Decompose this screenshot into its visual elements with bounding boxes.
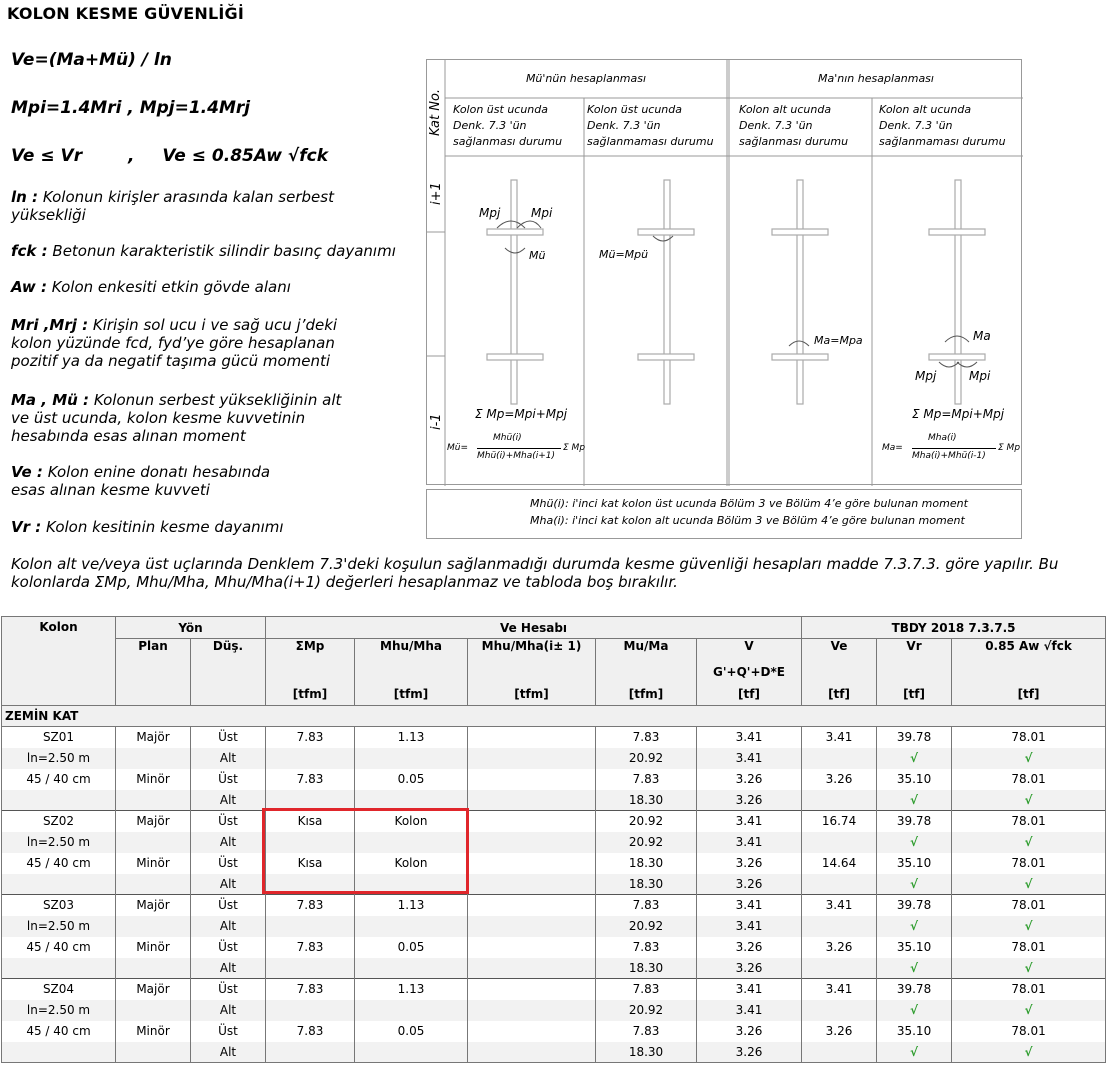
cell-mhu-mha bbox=[355, 1000, 468, 1021]
def-vr-symbol: Vr : bbox=[11, 518, 42, 536]
cell-aw: 78.01 bbox=[952, 979, 1106, 1000]
table-row bbox=[2, 874, 1106, 895]
table-row bbox=[2, 727, 1106, 748]
cell-vr: √ bbox=[877, 832, 952, 853]
header-tbdy: TBDY 2018 7.3.7.5 bbox=[802, 617, 1106, 639]
cell-v: 3.41 bbox=[697, 979, 802, 1000]
def-vr bbox=[11, 518, 411, 536]
header-vr: Vr bbox=[877, 639, 952, 661]
cell-mu-ma: 7.83 bbox=[596, 1021, 697, 1042]
label-mpj-2: Mpj bbox=[915, 369, 937, 383]
cell-plan bbox=[116, 916, 191, 937]
cell-plan: Majör bbox=[116, 979, 191, 1000]
cell-smp: 7.83 bbox=[266, 937, 355, 958]
shear-safety-table bbox=[1, 616, 1106, 1063]
cell-vr: 39.78 bbox=[877, 979, 952, 1000]
cell-aw: √ bbox=[952, 958, 1106, 979]
cell-smp: Kısa bbox=[266, 811, 355, 832]
cell-v: 3.26 bbox=[697, 874, 802, 895]
cell-dus: Üst bbox=[191, 937, 266, 958]
label-mpi: Mpi bbox=[531, 206, 553, 220]
cell-plan bbox=[116, 790, 191, 811]
cell-plan: Minör bbox=[116, 853, 191, 874]
unit-ve: [tf] bbox=[802, 683, 877, 706]
cell-aw: 78.01 bbox=[952, 727, 1106, 748]
cell-v: 3.41 bbox=[697, 895, 802, 916]
page-title: KOLON KESME GÜVENLİĞİ bbox=[7, 4, 245, 23]
cell-ve bbox=[802, 1042, 877, 1063]
def-aw-text: Kolon enkesiti etkin gövde alanı bbox=[51, 278, 291, 296]
cell-mhu-mha: 1.13 bbox=[355, 727, 468, 748]
cell-kolon: SZ03 bbox=[2, 895, 116, 916]
cell-mu-ma: 20.92 bbox=[596, 811, 697, 832]
def-aw-symbol: Aw : bbox=[11, 278, 48, 296]
cell-vr: √ bbox=[877, 916, 952, 937]
header-yon: Yön bbox=[116, 617, 266, 639]
cell-aw: 78.01 bbox=[952, 937, 1106, 958]
legend-row-mhu: Mhü(i): i'inci kat kolon üst ucunda Bölüm 3 ve Bölüm 4’e göre bulunan moment bbox=[530, 497, 968, 510]
cell-mhu-mha: Kolon bbox=[355, 811, 468, 832]
cell-mhu-mha: Kolon bbox=[355, 853, 468, 874]
label-mu-eq: Mü=Mpü bbox=[599, 248, 649, 261]
header-mu-ma: Mu/Ma bbox=[596, 639, 697, 661]
cell-mu-ma: 18.30 bbox=[596, 790, 697, 811]
cell-plan bbox=[116, 958, 191, 979]
unit-aw: [tf] bbox=[952, 683, 1106, 706]
label-mu: Mü bbox=[529, 249, 546, 262]
cell-kolon bbox=[2, 790, 116, 811]
table-row bbox=[2, 790, 1106, 811]
cell-mu-ma: 18.30 bbox=[596, 874, 697, 895]
cell-kolon: 45 / 40 cm bbox=[2, 853, 116, 874]
cell-vr: 35.10 bbox=[877, 853, 952, 874]
table-row bbox=[2, 916, 1106, 937]
cell-aw: √ bbox=[952, 874, 1106, 895]
diagram-legend bbox=[426, 489, 1022, 539]
cell-smp bbox=[266, 1000, 355, 1021]
def-aw bbox=[11, 278, 411, 296]
def-ma bbox=[11, 391, 356, 445]
sum-mp-2: Σ Mp=Mpi+Mpj bbox=[912, 407, 1005, 421]
cell-ve: 3.41 bbox=[802, 727, 877, 748]
cell-mu-ma: 7.83 bbox=[596, 769, 697, 790]
cell-mhu-mha-i1 bbox=[468, 937, 596, 958]
cell-smp bbox=[266, 958, 355, 979]
cell-smp bbox=[266, 790, 355, 811]
label-mpj: Mpj bbox=[479, 206, 501, 220]
cell-v: 3.26 bbox=[697, 1021, 802, 1042]
mu-header: Mü'nün hesaplanması bbox=[525, 72, 647, 85]
cell-smp: Kısa bbox=[266, 853, 355, 874]
cell-aw: √ bbox=[952, 790, 1106, 811]
def-fck bbox=[11, 242, 411, 260]
cell-mu-ma: 18.30 bbox=[596, 853, 697, 874]
table-row bbox=[2, 832, 1106, 853]
table-row bbox=[2, 748, 1106, 769]
cell-dus: Alt bbox=[191, 832, 266, 853]
cell-smp: 7.83 bbox=[266, 979, 355, 1000]
unit-v: [tf] bbox=[697, 683, 802, 706]
cell-kolon: 45 / 40 cm bbox=[2, 1021, 116, 1042]
def-mr-text: Kirişin sol ucu i ve sağ ucu j’deki kolon yüzünde fcd, fyd’ye göre hesaplanan pozitif ya da negatif taşıma gücü momenti bbox=[11, 316, 338, 370]
cell-v: 3.26 bbox=[697, 958, 802, 979]
cell-dus: Üst bbox=[191, 727, 266, 748]
cell-mu-ma: 18.30 bbox=[596, 1042, 697, 1063]
cell-mhu-mha-i1 bbox=[468, 1042, 596, 1063]
cell-mhu-mha-i1 bbox=[468, 1000, 596, 1021]
cell-smp: 7.83 bbox=[266, 1021, 355, 1042]
cell-mhu-mha-i1 bbox=[468, 958, 596, 979]
cell-ve: 3.26 bbox=[802, 1021, 877, 1042]
cell-vr: 35.10 bbox=[877, 1021, 952, 1042]
cell-smp: 7.83 bbox=[266, 727, 355, 748]
formula-ve-le-vr: Ve ≤ Vr bbox=[11, 146, 83, 166]
cell-kolon: SZ04 bbox=[2, 979, 116, 1000]
cell-mhu-mha-i1 bbox=[468, 874, 596, 895]
def-mr bbox=[11, 316, 356, 370]
header-v: V bbox=[697, 639, 802, 661]
cell-mhu-mha bbox=[355, 916, 468, 937]
cell-plan bbox=[116, 748, 191, 769]
unit-vr: [tf] bbox=[877, 683, 952, 706]
table-row bbox=[2, 937, 1106, 958]
cell-mu-ma: 20.92 bbox=[596, 916, 697, 937]
cell-smp bbox=[266, 916, 355, 937]
formula-ve-le-aw: Ve ≤ 0.85Aw √fck bbox=[162, 146, 328, 166]
ma-header: Ma'nın hesaplanması bbox=[818, 72, 934, 85]
cell-v: 3.41 bbox=[697, 832, 802, 853]
def-ma-text: Kolonun serbest yüksekliğinin alt ve üst ucunda, kolon kesme kuvvetinin hesabında esas alınan moment bbox=[11, 391, 342, 445]
cell-ve bbox=[802, 916, 877, 937]
cell-ve: 14.64 bbox=[802, 853, 877, 874]
cell-smp bbox=[266, 1042, 355, 1063]
cell-mhu-mha-i1 bbox=[468, 853, 596, 874]
cell-v: 3.41 bbox=[697, 1000, 802, 1021]
sum-mp-1: Σ Mp=Mpi+Mpj bbox=[475, 407, 568, 421]
table-row bbox=[2, 958, 1106, 979]
cell-mhu-mha-i1 bbox=[468, 748, 596, 769]
cell-mhu-mha: 0.05 bbox=[355, 769, 468, 790]
cell-vr: 39.78 bbox=[877, 727, 952, 748]
cell-aw: √ bbox=[952, 1000, 1106, 1021]
cell-plan: Majör bbox=[116, 895, 191, 916]
unit-muma: [tfm] bbox=[596, 683, 697, 706]
cell-dus: Alt bbox=[191, 1000, 266, 1021]
cell-kolon bbox=[2, 958, 116, 979]
cell-smp bbox=[266, 874, 355, 895]
cell-mhu-mha: 1.13 bbox=[355, 895, 468, 916]
cell-mu-ma: 20.92 bbox=[596, 832, 697, 853]
cell-mu-ma: 20.92 bbox=[596, 748, 697, 769]
cell-kolon: SZ01 bbox=[2, 727, 116, 748]
cell-mhu-mha-i1 bbox=[468, 916, 596, 937]
cell-aw: 78.01 bbox=[952, 811, 1106, 832]
cell-kolon: 45 / 40 cm bbox=[2, 769, 116, 790]
def-ln-text: Kolonun kirişler arasında kalan serbest yüksekliği bbox=[11, 188, 334, 224]
cell-aw: 78.01 bbox=[952, 1021, 1106, 1042]
cell-ve bbox=[802, 874, 877, 895]
cell-aw: √ bbox=[952, 1042, 1106, 1063]
header-mhu-mha: Mhu/Mha bbox=[355, 639, 468, 661]
table-row bbox=[2, 979, 1106, 1000]
cell-mhu-mha: 1.13 bbox=[355, 979, 468, 1000]
legend-row-mha: Mha(i): i'inci kat kolon alt ucunda Bölüm 3 ve Bölüm 4’e göre bulunan moment bbox=[530, 514, 965, 527]
cell-mu-ma: 7.83 bbox=[596, 727, 697, 748]
cell-plan: Minör bbox=[116, 1021, 191, 1042]
table-row bbox=[2, 1021, 1106, 1042]
cell-ve: 3.26 bbox=[802, 769, 877, 790]
cell-mhu-mha-i1 bbox=[468, 727, 596, 748]
cell-dus: Üst bbox=[191, 769, 266, 790]
header-smp: ΣMp bbox=[266, 639, 355, 661]
def-ve-symbol: Ve : bbox=[11, 463, 43, 481]
col4-header: Kolon alt ucunda Denk. 7.3 'ün sağlanmaması durumu bbox=[879, 103, 1006, 148]
cell-kolon bbox=[2, 874, 116, 895]
unit-mhu1: [tfm] bbox=[468, 683, 596, 706]
cell-vr: √ bbox=[877, 1042, 952, 1063]
def-ln bbox=[11, 188, 411, 224]
cell-aw: 78.01 bbox=[952, 853, 1106, 874]
section-zemin-kat: ZEMİN KAT bbox=[2, 706, 1106, 727]
cell-smp: 7.83 bbox=[266, 895, 355, 916]
cell-mhu-mha bbox=[355, 832, 468, 853]
cell-v: 3.41 bbox=[697, 748, 802, 769]
cell-mu-ma: 7.83 bbox=[596, 937, 697, 958]
cell-kolon bbox=[2, 1042, 116, 1063]
header-dus: Düş. bbox=[191, 639, 266, 661]
cell-mu-ma: 7.83 bbox=[596, 979, 697, 1000]
cell-aw: 78.01 bbox=[952, 895, 1106, 916]
cell-v: 3.26 bbox=[697, 769, 802, 790]
cell-ve bbox=[802, 1000, 877, 1021]
table-row bbox=[2, 1000, 1106, 1021]
cell-v: 3.26 bbox=[697, 790, 802, 811]
cell-mu-ma: 18.30 bbox=[596, 958, 697, 979]
cell-kolon: SZ02 bbox=[2, 811, 116, 832]
cell-mhu-mha bbox=[355, 958, 468, 979]
cell-smp: 7.83 bbox=[266, 769, 355, 790]
formula-ve: Ve=(Ma+Mü) / ln bbox=[11, 50, 172, 70]
cell-mhu-mha bbox=[355, 874, 468, 895]
moment-diagram: Kat No. i+1 i-1 Mü'nün hesaplanması Ma'nın hesaplanması Kolon üst ucunda Denk. 7.3 'ün sağlanması durumu Kolon üst ucunda Denk. 7.3 'ün sağlanmaması durumu Kolon alt ucunda Denk. 7.3 'ün sağlanması durumu Kolon alt ucunda Denk. 7.3 'ün sağlanmaması durumu Mpj Mpi Mü Mü=Mpü Ma=Mpa Ma Mpj Mpi Σ Mp=Mpi+Mpj Σ Mp=Mpi+Mpj Mü= Mhü(i) Mhü(i)+Mha(i+1) Σ Mp Ma= Mha(i) Mha(i)+Mhü(i-1) Σ Mp bbox=[426, 59, 1022, 485]
cell-vr: 39.78 bbox=[877, 895, 952, 916]
header-ve: Ve bbox=[802, 639, 877, 661]
table-row bbox=[2, 811, 1106, 832]
cell-dus: Üst bbox=[191, 853, 266, 874]
cell-vr: √ bbox=[877, 748, 952, 769]
cell-vr: √ bbox=[877, 790, 952, 811]
def-fck-symbol: fck : bbox=[11, 242, 48, 260]
cell-kolon: ln=2.50 m bbox=[2, 832, 116, 853]
cell-plan bbox=[116, 874, 191, 895]
def-ma-symbol: Ma , Mü : bbox=[11, 391, 90, 409]
cell-mhu-mha-i1 bbox=[468, 895, 596, 916]
cell-ve bbox=[802, 748, 877, 769]
cell-ve: 16.74 bbox=[802, 811, 877, 832]
cell-mhu-mha bbox=[355, 790, 468, 811]
col3-header: Kolon alt ucunda Denk. 7.3 'ün sağlanması durumu bbox=[739, 103, 849, 148]
header-ve-hesabi: Ve Hesabı bbox=[266, 617, 802, 639]
cell-dus: Alt bbox=[191, 916, 266, 937]
cell-mhu-mha-i1 bbox=[468, 790, 596, 811]
cell-dus: Üst bbox=[191, 1021, 266, 1042]
cell-plan: Majör bbox=[116, 811, 191, 832]
cell-plan: Majör bbox=[116, 727, 191, 748]
unit-smp: [tfm] bbox=[266, 683, 355, 706]
col1-header: Kolon üst ucunda Denk. 7.3 'ün sağlanması durumu bbox=[453, 103, 563, 148]
header-v-combo: G'+Q'+D*E bbox=[697, 661, 802, 683]
table-row bbox=[2, 769, 1106, 790]
cell-mhu-mha-i1 bbox=[468, 1021, 596, 1042]
cell-mhu-mha: 0.05 bbox=[355, 937, 468, 958]
floor-bottom-label: i-1 bbox=[429, 413, 444, 430]
cell-dus: Alt bbox=[191, 748, 266, 769]
cell-kolon: ln=2.50 m bbox=[2, 916, 116, 937]
def-ln-symbol: ln : bbox=[11, 188, 39, 206]
cell-plan: Minör bbox=[116, 769, 191, 790]
cell-v: 3.26 bbox=[697, 1042, 802, 1063]
explanation-note: Kolon alt ve/veya üst uçlarında Denklem 7.3'deki koşulun sağlanmadığı durumda kesme güvenliği hesapları madde 7.3.7.3. göre yapılır. Bu kolonlarda ΣMp, Mhu/Mha, Mhu/Mha(i+1) değerleri hesaplanmaz ve tabloda boş bırakılır. bbox=[11, 555, 1059, 591]
cell-plan bbox=[116, 1000, 191, 1021]
cell-ve: 3.41 bbox=[802, 979, 877, 1000]
cell-ve bbox=[802, 958, 877, 979]
cell-vr: √ bbox=[877, 958, 952, 979]
cell-dus: Üst bbox=[191, 979, 266, 1000]
cell-dus: Alt bbox=[191, 874, 266, 895]
cell-ve bbox=[802, 790, 877, 811]
cell-vr: 35.10 bbox=[877, 769, 952, 790]
cell-plan: Minör bbox=[116, 937, 191, 958]
label-ma: Ma bbox=[973, 329, 991, 343]
def-ve bbox=[11, 463, 301, 499]
cell-dus: Üst bbox=[191, 895, 266, 916]
cell-aw: √ bbox=[952, 748, 1106, 769]
cell-mhu-mha-i1 bbox=[468, 979, 596, 1000]
cell-ve: 3.26 bbox=[802, 937, 877, 958]
kat-no-label: Kat No. bbox=[428, 88, 443, 136]
cell-mhu-mha bbox=[355, 748, 468, 769]
header-kolon: Kolon bbox=[2, 617, 116, 706]
table-row bbox=[2, 1042, 1106, 1063]
cell-v: 3.41 bbox=[697, 727, 802, 748]
cell-aw: 78.01 bbox=[952, 769, 1106, 790]
cell-plan bbox=[116, 1042, 191, 1063]
header-aw: 0.85 Aw √fck bbox=[952, 639, 1106, 661]
table-body bbox=[2, 706, 1106, 1063]
label-ma-eq: Ma=Mpa bbox=[814, 334, 863, 347]
header-plan: Plan bbox=[116, 639, 191, 661]
cell-kolon: 45 / 40 cm bbox=[2, 937, 116, 958]
cell-vr: 35.10 bbox=[877, 937, 952, 958]
unit-mhu: [tfm] bbox=[355, 683, 468, 706]
def-ve-text: Kolon enine donatı hesabında esas alınan kesme kuvveti bbox=[11, 463, 271, 499]
cell-ve: 3.41 bbox=[802, 895, 877, 916]
cell-kolon: ln=2.50 m bbox=[2, 748, 116, 769]
cell-v: 3.41 bbox=[697, 916, 802, 937]
cell-v: 3.41 bbox=[697, 811, 802, 832]
col2-header: Kolon üst ucunda Denk. 7.3 'ün sağlanmaması durumu bbox=[587, 103, 714, 148]
cell-dus: Alt bbox=[191, 1042, 266, 1063]
table-row bbox=[2, 895, 1106, 916]
cell-v: 3.26 bbox=[697, 853, 802, 874]
def-fck-text: Betonun karakteristik silindir basınç dayanımı bbox=[52, 242, 396, 260]
floor-top-label: i+1 bbox=[429, 182, 444, 205]
header-mhu-mha-i1: Mhu/Mha(i± 1) bbox=[468, 639, 596, 661]
cell-plan bbox=[116, 832, 191, 853]
cell-mhu-mha: 0.05 bbox=[355, 1021, 468, 1042]
cell-v: 3.26 bbox=[697, 937, 802, 958]
cell-mhu-mha-i1 bbox=[468, 769, 596, 790]
cell-mhu-mha-i1 bbox=[468, 832, 596, 853]
cell-aw: √ bbox=[952, 832, 1106, 853]
cell-aw: √ bbox=[952, 916, 1106, 937]
def-vr-text: Kolon kesitinin kesme dayanımı bbox=[46, 518, 284, 536]
cell-mhu-mha-i1 bbox=[468, 811, 596, 832]
cell-vr: 39.78 bbox=[877, 811, 952, 832]
def-mr-symbol: Mri ,Mrj : bbox=[11, 316, 89, 334]
formula-mp: Mpi=1.4Mri , Mpj=1.4Mrj bbox=[11, 98, 251, 118]
label-mpi-2: Mpi bbox=[969, 369, 991, 383]
cell-vr: √ bbox=[877, 1000, 952, 1021]
cell-mu-ma: 7.83 bbox=[596, 895, 697, 916]
cell-mhu-mha bbox=[355, 1042, 468, 1063]
cell-dus: Üst bbox=[191, 811, 266, 832]
cell-dus: Alt bbox=[191, 790, 266, 811]
formula-ve-vr: Ve ≤ Vr , Ve ≤ 0.85Aw √fck bbox=[11, 146, 328, 166]
cell-mu-ma: 20.92 bbox=[596, 1000, 697, 1021]
cell-smp bbox=[266, 748, 355, 769]
cell-smp bbox=[266, 832, 355, 853]
cell-kolon: ln=2.50 m bbox=[2, 1000, 116, 1021]
table-row bbox=[2, 853, 1106, 874]
cell-dus: Alt bbox=[191, 958, 266, 979]
cell-ve bbox=[802, 832, 877, 853]
cell-vr: √ bbox=[877, 874, 952, 895]
